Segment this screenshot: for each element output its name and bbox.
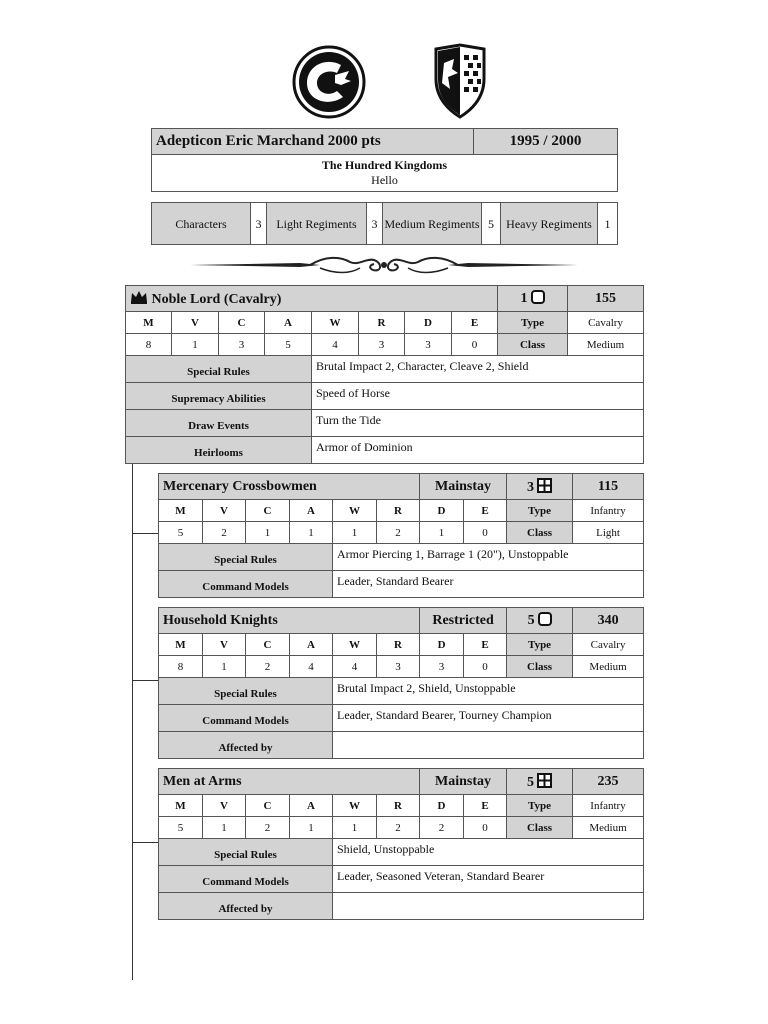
count-medium-label: Medium Regiments (383, 203, 482, 245)
stat-label: E (452, 312, 498, 334)
count-light-label: Light Regiments (267, 203, 367, 245)
unit-slot: Mainstay (420, 474, 507, 500)
command-models-value: Leader, Standard Bearer, Tourney Champion (333, 705, 644, 732)
stat-label: W (333, 500, 377, 522)
unit-class: Medium (568, 334, 644, 356)
class-label: Class (498, 334, 568, 356)
command-models-value: Leader, Standard Bearer (333, 571, 644, 598)
count-light-value: 3 (367, 203, 383, 245)
stat-label: E (464, 795, 507, 817)
army-faction-cell (152, 155, 618, 192)
stat-value: 0 (464, 522, 507, 544)
stat-label: R (359, 312, 405, 334)
stat-value: 2 (377, 522, 420, 544)
dragon-emblem-logo (289, 45, 369, 119)
count-characters-value: 3 (251, 203, 267, 245)
stat-label: E (464, 634, 507, 656)
regiment-counts (151, 202, 618, 245)
special-rules-value: Shield, Unstoppable (333, 839, 644, 866)
army-points: 1995 / 2000 (474, 129, 618, 155)
square-base-icon (531, 290, 545, 304)
stat-value: 8 (126, 334, 172, 356)
unit-name: Noble Lord (Cavalry) (151, 291, 282, 307)
unit-card-men-at-arms (158, 768, 644, 920)
stat-value: 1 (246, 522, 290, 544)
stat-value: 2 (246, 817, 290, 839)
unit-tree-branch (132, 680, 158, 681)
ornamental-divider (190, 254, 578, 276)
unit-class: Medium (573, 817, 644, 839)
stat-value: 0 (464, 817, 507, 839)
special-rules-label: Special Rules (159, 839, 333, 866)
type-label: Type (507, 500, 573, 522)
heirlooms-value: Armor of Dominion (312, 437, 644, 464)
stat-value: 3 (377, 656, 420, 678)
unit-points: 235 (573, 769, 644, 795)
special-rules-value: Brutal Impact 2, Character, Cleave 2, Shield (312, 356, 644, 383)
unit-type: Infantry (573, 500, 644, 522)
stat-value: 5 (159, 522, 203, 544)
unit-name: Household Knights (159, 608, 420, 634)
crown-icon (130, 290, 148, 304)
stat-value: 1 (290, 522, 333, 544)
stat-label: M (159, 795, 203, 817)
command-models-label: Command Models (159, 866, 333, 893)
command-models-value: Leader, Seasoned Veteran, Standard Bearer (333, 866, 644, 893)
stat-label: A (265, 312, 312, 334)
stat-value: 8 (159, 656, 203, 678)
stat-value: 1 (172, 334, 219, 356)
army-faction: The Hundred Kingdoms (321, 158, 448, 172)
stat-label: A (290, 795, 333, 817)
affected-by-label: Affected by (159, 732, 333, 759)
class-label: Class (507, 656, 573, 678)
type-label: Type (507, 795, 573, 817)
stat-value: 1 (420, 522, 464, 544)
stat-label: R (377, 500, 420, 522)
stat-label: W (333, 795, 377, 817)
count-heavy-label: Heavy Regiments (501, 203, 598, 245)
unit-type: Cavalry (573, 634, 644, 656)
stat-value: 2 (203, 522, 246, 544)
stat-label: W (333, 634, 377, 656)
army-header (151, 128, 618, 192)
stat-value: 1 (203, 656, 246, 678)
stat-label: V (203, 634, 246, 656)
special-rules-value: Armor Piercing 1, Barrage 1 (20"), Unstoppable (333, 544, 644, 571)
unit-type: Cavalry (568, 312, 644, 334)
class-label: Class (507, 817, 573, 839)
stat-label: R (377, 795, 420, 817)
special-rules-value: Brutal Impact 2, Shield, Unstoppable (333, 678, 644, 705)
stat-value: 1 (333, 817, 377, 839)
unit-tree-branch (132, 842, 158, 843)
stat-value: 4 (333, 656, 377, 678)
stat-value: 2 (377, 817, 420, 839)
stat-label: C (219, 312, 265, 334)
stat-value: 2 (420, 817, 464, 839)
type-label: Type (507, 634, 573, 656)
unit-count: 5 (527, 774, 535, 790)
supremacy-value: Speed of Horse (312, 383, 644, 410)
class-label: Class (507, 522, 573, 544)
stat-value: 5 (159, 817, 203, 839)
stat-label: D (405, 312, 452, 334)
unit-points: 155 (568, 286, 644, 312)
unit-class: Medium (573, 656, 644, 678)
command-models-label: Command Models (159, 705, 333, 732)
stat-value: 1 (290, 817, 333, 839)
unit-card-mercenary-crossbowmen (158, 473, 644, 598)
special-rules-label: Special Rules (126, 356, 312, 383)
stat-label: M (159, 634, 203, 656)
heirlooms-label: Heirlooms (126, 437, 312, 464)
unit-slot: Restricted (420, 608, 507, 634)
stat-label: R (377, 634, 420, 656)
unit-count-cell (507, 769, 573, 795)
stat-label: E (464, 500, 507, 522)
stat-label: M (159, 500, 203, 522)
affected-by-value (333, 893, 644, 920)
square-base-icon (538, 612, 552, 626)
stat-label: A (290, 634, 333, 656)
unit-count-cell (507, 474, 573, 500)
stat-label: D (420, 795, 464, 817)
unit-card-noble-lord (125, 285, 644, 464)
stat-value: 3 (359, 334, 405, 356)
special-rules-label: Special Rules (159, 678, 333, 705)
stat-value: 3 (219, 334, 265, 356)
stat-label: C (246, 634, 290, 656)
stat-label: D (420, 634, 464, 656)
unit-name: Men at Arms (159, 769, 420, 795)
stat-value: 4 (312, 334, 359, 356)
count-heavy-value: 1 (598, 203, 618, 245)
stat-label: C (246, 795, 290, 817)
unit-count: 5 (527, 613, 535, 628)
stat-value: 0 (464, 656, 507, 678)
unit-count: 3 (527, 479, 535, 495)
special-rules-label: Special Rules (159, 544, 333, 571)
stat-value: 2 (246, 656, 290, 678)
unit-count-cell (498, 286, 568, 312)
unit-type: Infantry (573, 795, 644, 817)
affected-by-value (333, 732, 644, 759)
stat-label: V (203, 500, 246, 522)
supremacy-label: Supremacy Abilities (126, 383, 312, 410)
unit-name-cell (126, 286, 498, 312)
unit-name: Mercenary Crossbowmen (159, 474, 420, 500)
stat-label: V (172, 312, 219, 334)
stat-value: 0 (452, 334, 498, 356)
command-models-label: Command Models (159, 571, 333, 598)
count-characters-label: Characters (152, 203, 251, 245)
stat-value: 1 (203, 817, 246, 839)
stat-value: 4 (290, 656, 333, 678)
army-note: Hello (371, 173, 398, 187)
grid-base-icon (537, 773, 552, 788)
stat-label: W (312, 312, 359, 334)
stat-label: C (246, 500, 290, 522)
heraldic-shield-logo (430, 43, 490, 119)
draw-events-label: Draw Events (126, 410, 312, 437)
army-title: Adepticon Eric Marchand 2000 pts (152, 129, 474, 155)
draw-events-value: Turn the Tide (312, 410, 644, 437)
unit-count: 1 (520, 291, 528, 306)
stat-label: M (126, 312, 172, 334)
unit-tree-line (132, 461, 133, 980)
type-label: Type (498, 312, 568, 334)
unit-points: 115 (573, 474, 644, 500)
stat-label: A (290, 500, 333, 522)
stat-label: V (203, 795, 246, 817)
stat-value: 3 (405, 334, 452, 356)
unit-class: Light (573, 522, 644, 544)
unit-count-cell (507, 608, 573, 634)
affected-by-label: Affected by (159, 893, 333, 920)
stat-value: 1 (333, 522, 377, 544)
stat-label: D (420, 500, 464, 522)
count-medium-value: 5 (482, 203, 501, 245)
unit-points: 340 (573, 608, 644, 634)
unit-slot: Mainstay (420, 769, 507, 795)
stat-value: 5 (265, 334, 312, 356)
unit-card-household-knights (158, 607, 644, 759)
grid-base-icon (537, 478, 552, 493)
stat-value: 3 (420, 656, 464, 678)
unit-tree-branch (132, 533, 158, 534)
